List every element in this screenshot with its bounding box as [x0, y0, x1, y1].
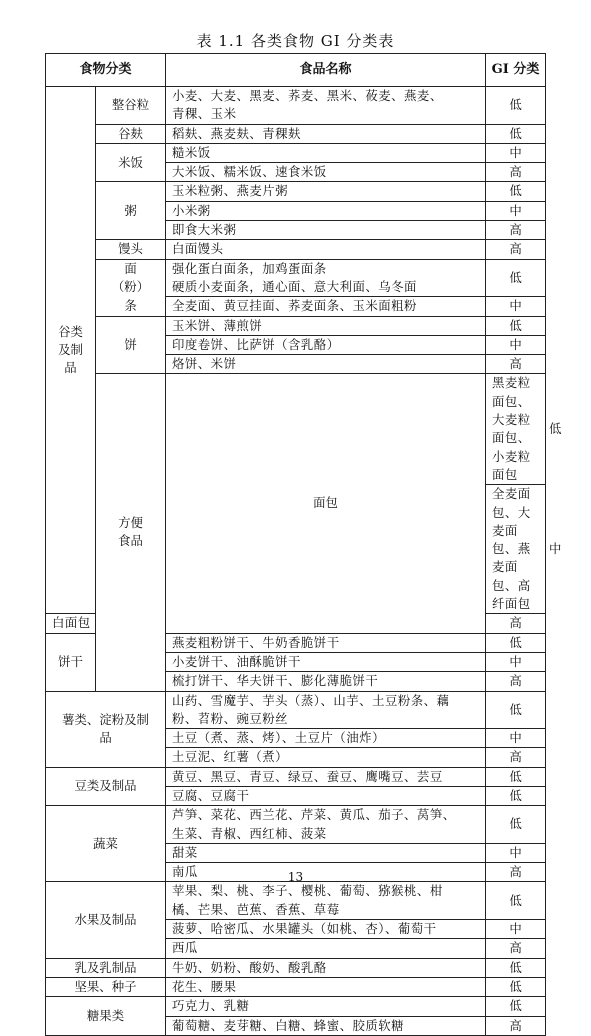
gi-cell: 高 — [486, 672, 546, 691]
table-row — [46, 182, 546, 201]
food-name-cell: 白面馒头 — [166, 240, 486, 259]
table-row — [46, 977, 546, 996]
food-name-cell: 黄豆、黑豆、青豆、绿豆、蚕豆、鹰嘴豆、芸豆 — [166, 767, 486, 786]
food-name-cell: 土豆（煮、蒸、烤）、土豆片（油炸） — [166, 729, 486, 748]
table-row — [46, 240, 546, 259]
table-title: 表 1.1 各类食物 GI 分类表 — [196, 32, 395, 50]
subcategory-cell: 粥 — [96, 182, 166, 240]
food-name-cell: 即食大米粥 — [166, 221, 486, 240]
page-number: 13 — [287, 870, 304, 884]
gi-cell: 高 — [486, 939, 546, 958]
gi-cell: 低 — [486, 182, 546, 201]
food-name-cell: 黑麦粒面包、大麦粒面包、小麦粒面包 — [486, 374, 546, 485]
food-name-cell: 大米饭、糯米饭、速食米饭 — [166, 163, 486, 182]
gi-cell: 低 — [486, 124, 546, 143]
gi-cell: 低 — [486, 316, 546, 335]
food-name-cell: 菠萝、哈密瓜、水果罐头（如桃、杏）、葡萄干 — [166, 920, 486, 939]
gi-cell: 低 — [486, 259, 546, 297]
food-name-cell: 玉米粒粥、燕麦片粥 — [166, 182, 486, 201]
subcategory-cell: 馒头 — [96, 240, 166, 259]
category-cell: 薯类、淀粉及制 品 — [46, 691, 166, 767]
table-row — [46, 691, 546, 729]
food-name-cell: 西瓜 — [166, 939, 486, 958]
gi-cell: 高 — [486, 163, 546, 182]
header-category: 食物分类 — [46, 54, 166, 87]
gi-cell: 中 — [486, 729, 546, 748]
table-row — [46, 882, 546, 920]
gi-cell: 高 — [486, 355, 546, 374]
header-gi: GI 分类 — [486, 54, 546, 87]
gi-cell: 低 — [486, 958, 546, 977]
gi-cell: 中 — [486, 652, 546, 671]
table-row: 方便 食品 面包 黑麦粒面包、大麦粒面包、小麦粒面包 低 — [46, 374, 546, 485]
food-name-cell: 甜菜 — [166, 843, 486, 862]
gi-cell: 低 — [486, 882, 546, 920]
gi-cell: 低 — [486, 633, 546, 652]
food-name-cell: 巧克力、乳糖 — [166, 997, 486, 1016]
category-cell: 糖果类 — [46, 997, 166, 1036]
table-row — [46, 87, 546, 125]
food-name-cell: 烙饼、米饼 — [166, 355, 486, 374]
food-name-cell: 玉米饼、薄煎饼 — [166, 316, 486, 335]
food-name-cell: 印度卷饼、比萨饼（含乳酪） — [166, 335, 486, 354]
subcategory-cell: 面包 — [166, 374, 486, 633]
gi-cell: 中 — [486, 297, 546, 316]
gi-cell: 中 — [486, 920, 546, 939]
category-cell: 谷类 及制 品 — [46, 87, 96, 614]
food-name-cell: 全麦面包、大麦面包、燕麦面包、高纤面包 — [486, 485, 546, 614]
table-row — [46, 767, 546, 786]
gi-cell: 中 — [486, 843, 546, 862]
gi-cell: 高 — [486, 863, 546, 882]
gi-cell: 中 — [486, 143, 546, 162]
table-row — [46, 143, 546, 162]
food-name-cell: 小麦饼干、油酥脆饼干 — [166, 652, 486, 671]
gi-cell: 低 — [486, 806, 546, 844]
table-row — [46, 806, 546, 844]
subcategory-cell: 整谷粒 — [96, 87, 166, 125]
food-name-cell: 全麦面、黄豆挂面、荞麦面条、玉米面粗粉 — [166, 297, 486, 316]
category-cell: 乳及乳制品 — [46, 958, 166, 977]
food-name-cell: 山药、雪魔芋、芋头（蒸）、山芋、土豆粉条、藕 粉、苕粉、豌豆粉丝 — [166, 691, 486, 729]
category-cell: 坚果、种子 — [46, 977, 166, 996]
gi-cell: 高 — [486, 1016, 546, 1035]
gi-cell: 低 — [486, 997, 546, 1016]
gi-cell: 低 — [486, 786, 546, 805]
category-cell: 蔬菜 — [46, 806, 166, 882]
food-name-cell: 牛奶、奶粉、酸奶、酸乳酪 — [166, 958, 486, 977]
gi-cell: 低 — [486, 87, 546, 125]
table-row: 全麦面包、大麦面包、燕麦面包、高纤面包 中 — [46, 485, 546, 614]
gi-cell: 低 — [486, 767, 546, 786]
food-name-cell: 葡萄糖、麦芽糖、白糖、蜂蜜、胶质软糖 — [166, 1016, 486, 1035]
gi-cell: 低 — [486, 977, 546, 996]
table-header-row — [46, 54, 546, 87]
category-cell: 豆类及制品 — [46, 767, 166, 806]
gi-cell: 低 — [486, 691, 546, 729]
subcategory-cell: 饼 — [96, 316, 166, 374]
gi-cell: 高 — [486, 748, 546, 767]
gi-cell: 高 — [486, 614, 546, 633]
subcategory-cell: 谷麸 — [96, 124, 166, 143]
gi-cell: 高 — [486, 221, 546, 240]
food-name-cell: 白面包 — [46, 614, 96, 633]
category-cell: 方便 食品 — [96, 374, 166, 691]
table-row — [46, 958, 546, 977]
gi-cell: 高 — [486, 240, 546, 259]
subcategory-cell: 饼干 — [46, 633, 96, 691]
food-name-cell: 南瓜 — [166, 863, 486, 882]
food-name-cell: 燕麦粗粉饼干、牛奶香脆饼干 — [166, 633, 486, 652]
category-cell: 水果及制品 — [46, 882, 166, 958]
table-row — [46, 997, 546, 1016]
table-row — [46, 124, 546, 143]
food-name-cell: 花生、腰果 — [166, 977, 486, 996]
food-name-cell: 苹果、梨、桃、李子、樱桃、葡萄、猕猴桃、柑 橘、芒果、芭蕉、香蕉、草莓 — [166, 882, 486, 920]
food-name-cell: 梳打饼干、华夫饼干、膨化薄脆饼干 — [166, 672, 486, 691]
food-name-cell: 糙米饭 — [166, 143, 486, 162]
header-name: 食品名称 — [166, 54, 486, 87]
food-name-cell: 土豆泥、红薯（煮） — [166, 748, 486, 767]
subcategory-cell: 面 （粉） 条 — [96, 259, 166, 316]
food-name-cell: 强化蛋白面条，加鸡蛋面条 硬质小麦面条，通心面、意大利面、乌冬面 — [166, 259, 486, 297]
gi-table-container — [45, 53, 562, 1036]
food-name-cell: 小麦、大麦、黑麦、荞麦、黑米、莜麦、燕麦、 青稞、玉米 — [166, 87, 486, 125]
food-name-cell: 豆腐、豆腐干 — [166, 786, 486, 805]
table-row — [46, 259, 546, 297]
food-name-cell: 芦笋、菜花、西兰花、芹菜、黄瓜、茄子、莴笋、 生菜、青椒、西红柿、菠菜 — [166, 806, 486, 844]
gi-cell: 中 — [486, 201, 546, 220]
table-row — [46, 316, 546, 335]
food-name-cell: 小米粥 — [166, 201, 486, 220]
food-name-cell: 稻麸、燕麦麸、青稞麸 — [166, 124, 486, 143]
subcategory-cell: 米饭 — [96, 143, 166, 182]
gi-classification-table — [45, 53, 562, 1036]
gi-cell: 中 — [486, 335, 546, 354]
